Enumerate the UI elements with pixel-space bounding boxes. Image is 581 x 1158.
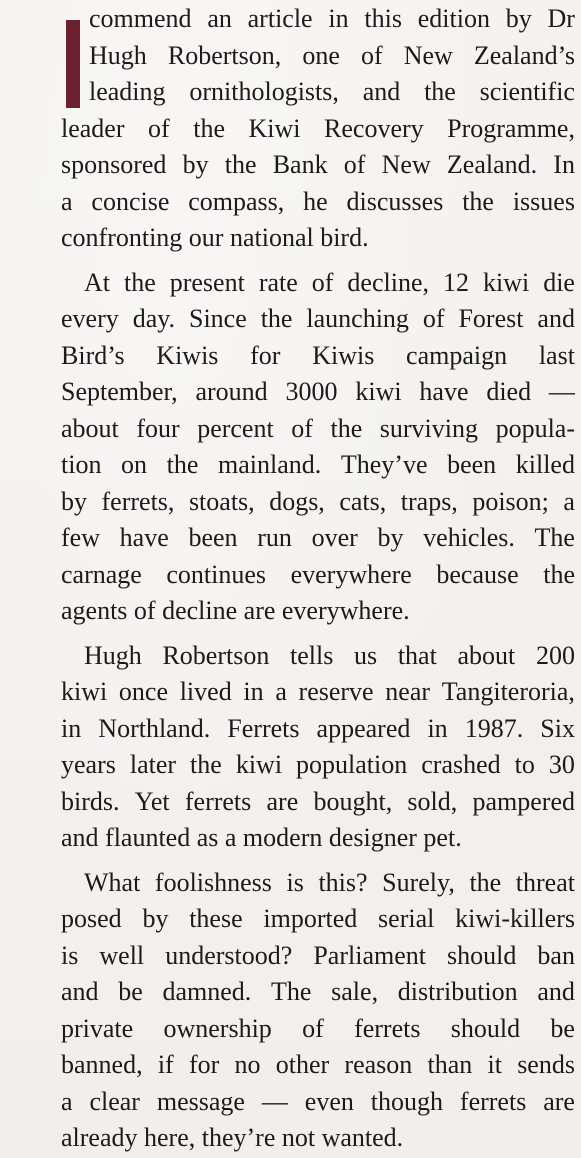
word: Parliament — [313, 940, 426, 970]
word: Dr — [547, 4, 575, 33]
word: Recovery — [324, 113, 424, 143]
word: the — [260, 304, 293, 333]
text-line — [61, 1084, 575, 1121]
text-line — [61, 111, 575, 148]
word: us — [354, 640, 378, 670]
word: Hugh — [89, 40, 147, 70]
word: be — [550, 1013, 575, 1043]
word: What — [84, 867, 141, 897]
word: on — [121, 450, 148, 479]
word: last — [538, 340, 575, 370]
text-line — [61, 74, 575, 111]
text-line — [61, 147, 575, 184]
word: leading — [89, 77, 166, 106]
word: leader — [61, 113, 125, 143]
text-line — [61, 184, 575, 221]
text-line — [61, 747, 575, 784]
word: Bank — [272, 150, 328, 179]
word: dogs, — [269, 486, 325, 516]
text-line — [61, 974, 575, 1011]
word: been — [188, 523, 238, 552]
word: imported — [263, 904, 358, 933]
word: launching — [306, 304, 409, 333]
editorial-text — [61, 0, 575, 1157]
word: birds. — [61, 786, 120, 816]
word: kiwi — [235, 750, 283, 779]
word: discusses — [346, 186, 444, 216]
word: population — [296, 750, 408, 779]
word: the — [190, 750, 222, 779]
word: died — [486, 377, 532, 406]
word: article — [247, 4, 313, 33]
word: because — [436, 559, 519, 589]
word: Northland. — [98, 713, 211, 743]
text-line — [61, 938, 575, 975]
paragraph-3 — [61, 638, 575, 857]
word: other — [275, 1050, 330, 1079]
word: the — [462, 186, 494, 216]
word: die — [543, 267, 575, 297]
word: 3000 — [285, 377, 338, 406]
word: Robertson — [162, 640, 270, 670]
word: even — [304, 1086, 354, 1116]
word: once — [118, 677, 169, 706]
word: vehicles. — [423, 523, 515, 552]
word: the — [330, 413, 363, 443]
word: cats, — [339, 486, 387, 516]
word: reserve — [298, 677, 374, 706]
word: is — [286, 867, 304, 897]
word: issues — [512, 186, 575, 216]
word: understood? — [165, 940, 293, 970]
word: posed — [61, 904, 122, 933]
word: tells — [290, 640, 334, 670]
word: that — [397, 640, 437, 670]
word: lived — [179, 677, 232, 706]
word: the — [166, 450, 199, 479]
word: every — [61, 304, 119, 333]
word: sold, — [407, 786, 458, 816]
word: the — [123, 267, 156, 297]
word: pampered — [472, 786, 575, 816]
word: a — [275, 677, 287, 706]
text-line — [61, 447, 575, 484]
text-line-last: confronting our national bird. — [61, 223, 369, 252]
word: Six — [540, 713, 575, 743]
word: poison; — [472, 486, 549, 516]
word: is — [61, 940, 79, 970]
word: kiwi-killers — [455, 904, 575, 933]
word: by — [142, 904, 169, 933]
word: 30 — [548, 750, 575, 779]
word: these — [189, 904, 243, 933]
word: In — [553, 150, 575, 179]
word: ferrets — [184, 786, 252, 816]
word: Yet — [134, 786, 170, 816]
word: if — [157, 1050, 174, 1079]
word: mainland. — [218, 450, 322, 479]
word: years — [61, 750, 116, 779]
word: one — [302, 40, 340, 70]
text-line — [61, 711, 575, 748]
word: by — [505, 4, 532, 33]
word: a — [61, 186, 73, 216]
word: and — [537, 977, 575, 1006]
word: an — [207, 4, 232, 33]
text-line — [61, 265, 575, 302]
word: Surely, — [382, 867, 455, 897]
word: — — [548, 377, 575, 406]
word: in — [328, 4, 349, 33]
word: sends — [517, 1050, 575, 1079]
word: are — [543, 1086, 575, 1116]
word: of — [343, 150, 366, 179]
word: crashed — [421, 750, 501, 779]
word: stoats, — [188, 486, 255, 516]
word: in — [61, 713, 82, 743]
word: threat — [515, 867, 575, 897]
word: present — [169, 267, 245, 297]
word: scientific — [479, 77, 575, 106]
word: later — [129, 750, 177, 779]
word: about — [457, 640, 516, 670]
word: for — [250, 340, 281, 370]
word: 12 — [442, 267, 469, 297]
text-line — [61, 301, 575, 338]
word: four — [136, 413, 180, 443]
word: the — [224, 150, 257, 179]
word: of — [302, 1013, 324, 1043]
word: few — [61, 523, 100, 552]
word: — — [261, 1086, 288, 1116]
word: than — [427, 1050, 473, 1079]
word: banned, — [61, 1050, 143, 1079]
text-line — [61, 38, 575, 75]
word: Hugh — [84, 640, 142, 670]
text-line — [61, 520, 575, 557]
word: surviving — [379, 413, 479, 443]
word: 1987. — [464, 713, 524, 743]
word: should — [447, 940, 517, 970]
word: ownership — [163, 1013, 272, 1043]
word: carnage — [61, 559, 142, 589]
text-line — [61, 1047, 575, 1084]
word: bought, — [313, 786, 393, 816]
word: concise — [91, 186, 170, 216]
word: popula- — [495, 413, 575, 443]
word: At — [84, 267, 110, 297]
word: be — [118, 977, 143, 1006]
word: no — [234, 1050, 261, 1079]
word: The — [534, 523, 575, 552]
word: 200 — [535, 640, 575, 670]
word: ferrets, — [101, 486, 175, 516]
word: edition — [417, 4, 490, 33]
word: sponsored — [61, 150, 167, 179]
word: the — [543, 559, 575, 589]
text-line — [61, 374, 575, 411]
word: by — [61, 486, 87, 516]
word: it — [487, 1050, 502, 1079]
word: around — [195, 377, 268, 406]
word: Kiwis — [156, 340, 219, 370]
word: kiwi — [61, 677, 108, 706]
word: campaign — [406, 340, 508, 370]
word: private — [61, 1013, 134, 1043]
word: and — [537, 304, 575, 333]
word: rate — [258, 267, 298, 297]
word: near — [385, 677, 431, 706]
word: the — [424, 77, 456, 106]
word: Robertson, — [167, 40, 282, 70]
word: The — [271, 977, 312, 1006]
word: of — [148, 113, 170, 143]
word: appeared — [316, 713, 411, 743]
word: New — [381, 150, 431, 179]
word: ferrets — [459, 1086, 527, 1116]
word: Kiwi — [248, 113, 301, 143]
word: killed — [515, 450, 575, 479]
word: a — [61, 1086, 73, 1116]
word: commend — [89, 4, 192, 33]
text-line — [61, 338, 575, 375]
word: decline, — [347, 267, 429, 297]
word: Kiwis — [312, 340, 375, 370]
word: have — [419, 377, 469, 406]
word: Programme, — [447, 113, 575, 143]
word: continues — [166, 559, 267, 589]
word: have — [119, 523, 169, 552]
word: run — [257, 523, 292, 552]
word: well — [99, 940, 145, 970]
word: They’ve — [340, 450, 428, 479]
text-line-last: already here, they’re not wanted. — [61, 1123, 404, 1152]
word: of — [311, 267, 334, 297]
word: ornithologists, — [189, 77, 339, 106]
word: the — [193, 113, 225, 143]
text-line — [61, 557, 575, 594]
word: and — [61, 977, 99, 1006]
word: of — [360, 40, 383, 70]
text-line — [61, 865, 575, 902]
word: distribution — [397, 977, 518, 1006]
word: Zealand. — [446, 150, 538, 179]
word: been — [447, 450, 497, 479]
word: day. — [132, 304, 176, 333]
word: clear — [89, 1086, 140, 1116]
word: for — [188, 1050, 220, 1079]
paragraph-1 — [61, 1, 575, 257]
word: compass, — [188, 186, 285, 216]
word: by — [377, 523, 404, 552]
word: this — [364, 4, 402, 33]
word: in — [243, 677, 264, 706]
word: Zealand’s — [473, 40, 575, 70]
word: Forest — [458, 304, 524, 333]
word: reason — [344, 1050, 413, 1079]
word: by — [182, 150, 209, 179]
word: foolishness — [154, 867, 272, 897]
text-line — [61, 484, 575, 521]
word: to — [514, 750, 535, 779]
word: Bird’s — [61, 340, 125, 370]
word: in — [427, 713, 448, 743]
text-line — [61, 784, 575, 821]
word: Since — [188, 304, 247, 333]
word: over — [311, 523, 358, 552]
word: this? — [318, 867, 368, 897]
word: everywhere — [290, 559, 412, 589]
text-line — [61, 1, 575, 38]
text-line — [61, 411, 575, 448]
word: are — [266, 786, 299, 816]
word: he — [303, 186, 328, 216]
word: traps, — [400, 486, 458, 516]
text-line — [61, 901, 575, 938]
text-line-last: agents of decline are everywhere. — [61, 596, 410, 625]
word: September, — [61, 377, 178, 406]
word: serial — [378, 904, 435, 933]
paragraph-2 — [61, 265, 575, 630]
word: kiwi — [355, 377, 402, 406]
word: sale, — [331, 977, 379, 1006]
word: Ferrets — [227, 713, 300, 743]
word: a — [563, 486, 575, 516]
word: ferrets — [354, 1013, 421, 1043]
word: should — [450, 1013, 521, 1043]
word: damned. — [162, 977, 252, 1006]
word: Tangiteroria, — [441, 677, 575, 706]
word: of — [422, 304, 445, 333]
paragraph-4 — [61, 865, 575, 1157]
text-line — [61, 1011, 575, 1048]
text-line-last: and flaunted as a modern designer pet. — [61, 823, 462, 852]
word: tion — [61, 450, 102, 479]
word: New — [403, 40, 453, 70]
word: the — [469, 867, 502, 897]
text-line — [61, 638, 575, 675]
word: ban — [537, 940, 575, 970]
word: though — [370, 1086, 444, 1116]
word: percent — [197, 413, 274, 443]
word: and — [362, 77, 401, 106]
word: of — [291, 413, 313, 443]
word: kiwi — [482, 267, 530, 297]
text-line — [61, 674, 575, 711]
word: about — [61, 413, 119, 443]
word: message — [156, 1086, 245, 1116]
